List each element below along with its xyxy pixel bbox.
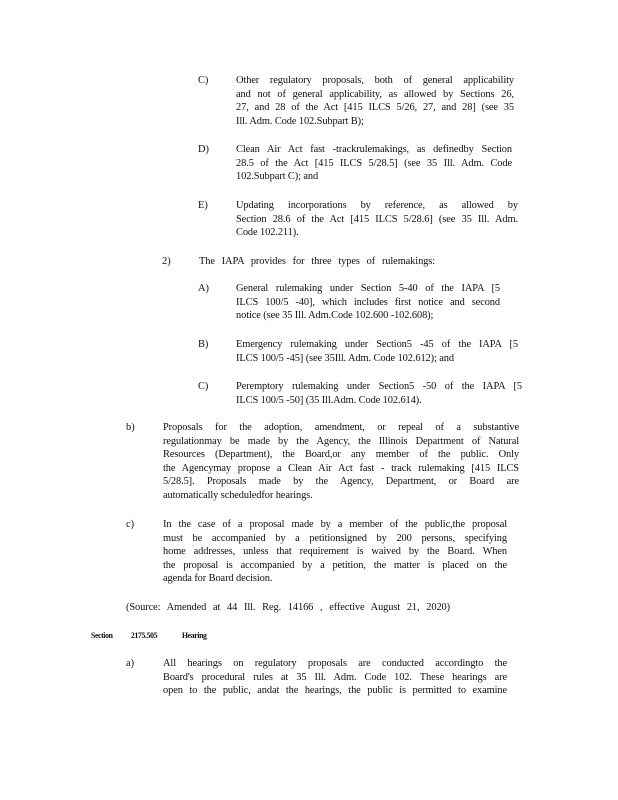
text-line: General rulemaking under Section 5-40 of the IAPA [5 [236,283,500,294]
item-label: D) [198,144,209,155]
item-label: C) [198,381,209,392]
text-line: ILCS 100/5 -50] (35 Ill.Adm. Code 102.614). [236,394,422,406]
item-c-peremptory-rulemaking [236,380,522,407]
item-label: A) [198,283,209,294]
item-c-petition [163,518,507,586]
text-line: Peremptory rulemaking under Section5 -50 of the IAPA [5 [236,381,522,392]
item-label: 2) [162,256,171,267]
text-line: 28.5 of the Act [415 ILCS 5/28.5] (see 35 Ill. Adm. Code [236,157,512,169]
text-line: Board's procedural rules at 35 Ill. Adm. Code 102. These hearings are [163,671,507,683]
text-line: agenda for Board decision. [163,573,273,585]
text-line: Other regulatory proposals, both of general applicability [236,75,514,86]
text-line: Clean Air Act fast -trackrulemakings, as definedby Section [236,144,512,155]
text-line: Emergency rulemaking under Section5 -45 of the IAPA [5 [236,339,518,350]
text-line: Code 102.211). [236,227,299,239]
item-a-hearings [163,657,507,698]
item-e-updating-incorporations [236,199,518,240]
item-d-clean-air-act [236,143,512,184]
text-line: Updating incorporations by reference, as allowed by [236,200,518,211]
text-line: the Agencymay propose a Clean Air Act fast - track rulemaking [415 ILCS [163,462,519,474]
item-b-proposals [163,421,519,503]
text-line: Ill. Adm. Code 102.Subpart B); [236,115,364,127]
item-label: a) [126,658,135,669]
item-b-emergency-rulemaking [236,338,518,365]
section-title: Hearing [182,630,207,640]
text-line: All hearings on regulatory proposals are conducted accordingto the [163,658,507,669]
source-note [126,601,450,615]
item-2-iapa-types [199,255,435,269]
text-line: ILCS 100/5 -45] (see 35Ill. Adm. Code 102.612); and [236,352,454,364]
section-word: Section [91,630,113,640]
item-label: c) [126,519,135,530]
text-line: In the case of a proposal made by a member of the public,the proposal [163,519,507,530]
section-number: 2175.505 [131,630,158,640]
text-line: notice (see 35 Ill. Adm.Code 102.600 -102.608); [236,310,434,322]
text-line: The IAPA provides for three types of rulemakings: [199,256,435,267]
text-line: 27, and 28 of the Act [415 ILCS 5/26, 27, and 28] (see 35 [236,102,514,114]
text-line: (Source: Amended at 44 Ill. Reg. 14166 , effective August 21, 2020) [126,602,450,613]
item-a-general-rulemaking [236,282,500,323]
text-line: must be accompanied by a petitionsigned by 200 persons, specifying [163,532,507,544]
text-line: Resources (Department), the Board,or any member of the public. Only [163,449,519,461]
item-label: C) [198,75,209,86]
text-line: Section 28.6 of the Act [415 ILCS 5/28.6] (see 35 Ill. Adm. [236,213,518,225]
text-line: open to the public, andat the hearings, the public is permitted to examine [163,685,507,697]
item-c-other-regulatory-proposals [236,74,514,128]
item-label: b) [126,422,135,433]
text-line: regulationmay be made by the Agency, the Illinois Department of Natural [163,435,519,447]
item-label: B) [198,339,209,350]
text-line: 5/28.5]. Proposals made by the Agency, Department, or Board are [163,476,519,488]
text-line: Proposals for the adoption, amendment, or repeal of a substantive [163,422,519,433]
text-line: and not of general applicability, as allowed by Sections 26, [236,88,514,100]
text-line: ILCS 100/5 -40], which includes first notice and second [236,296,500,308]
text-line: automatically scheduledfor hearings. [163,489,313,501]
item-label: E) [198,200,208,211]
text-line: home addresses, unless that requirement is waived by the Board. When [163,546,507,558]
text-line: the proposal is accompanied by a petition, the matter is placed on the [163,559,507,571]
text-line: 102.Subpart C); and [236,171,319,183]
